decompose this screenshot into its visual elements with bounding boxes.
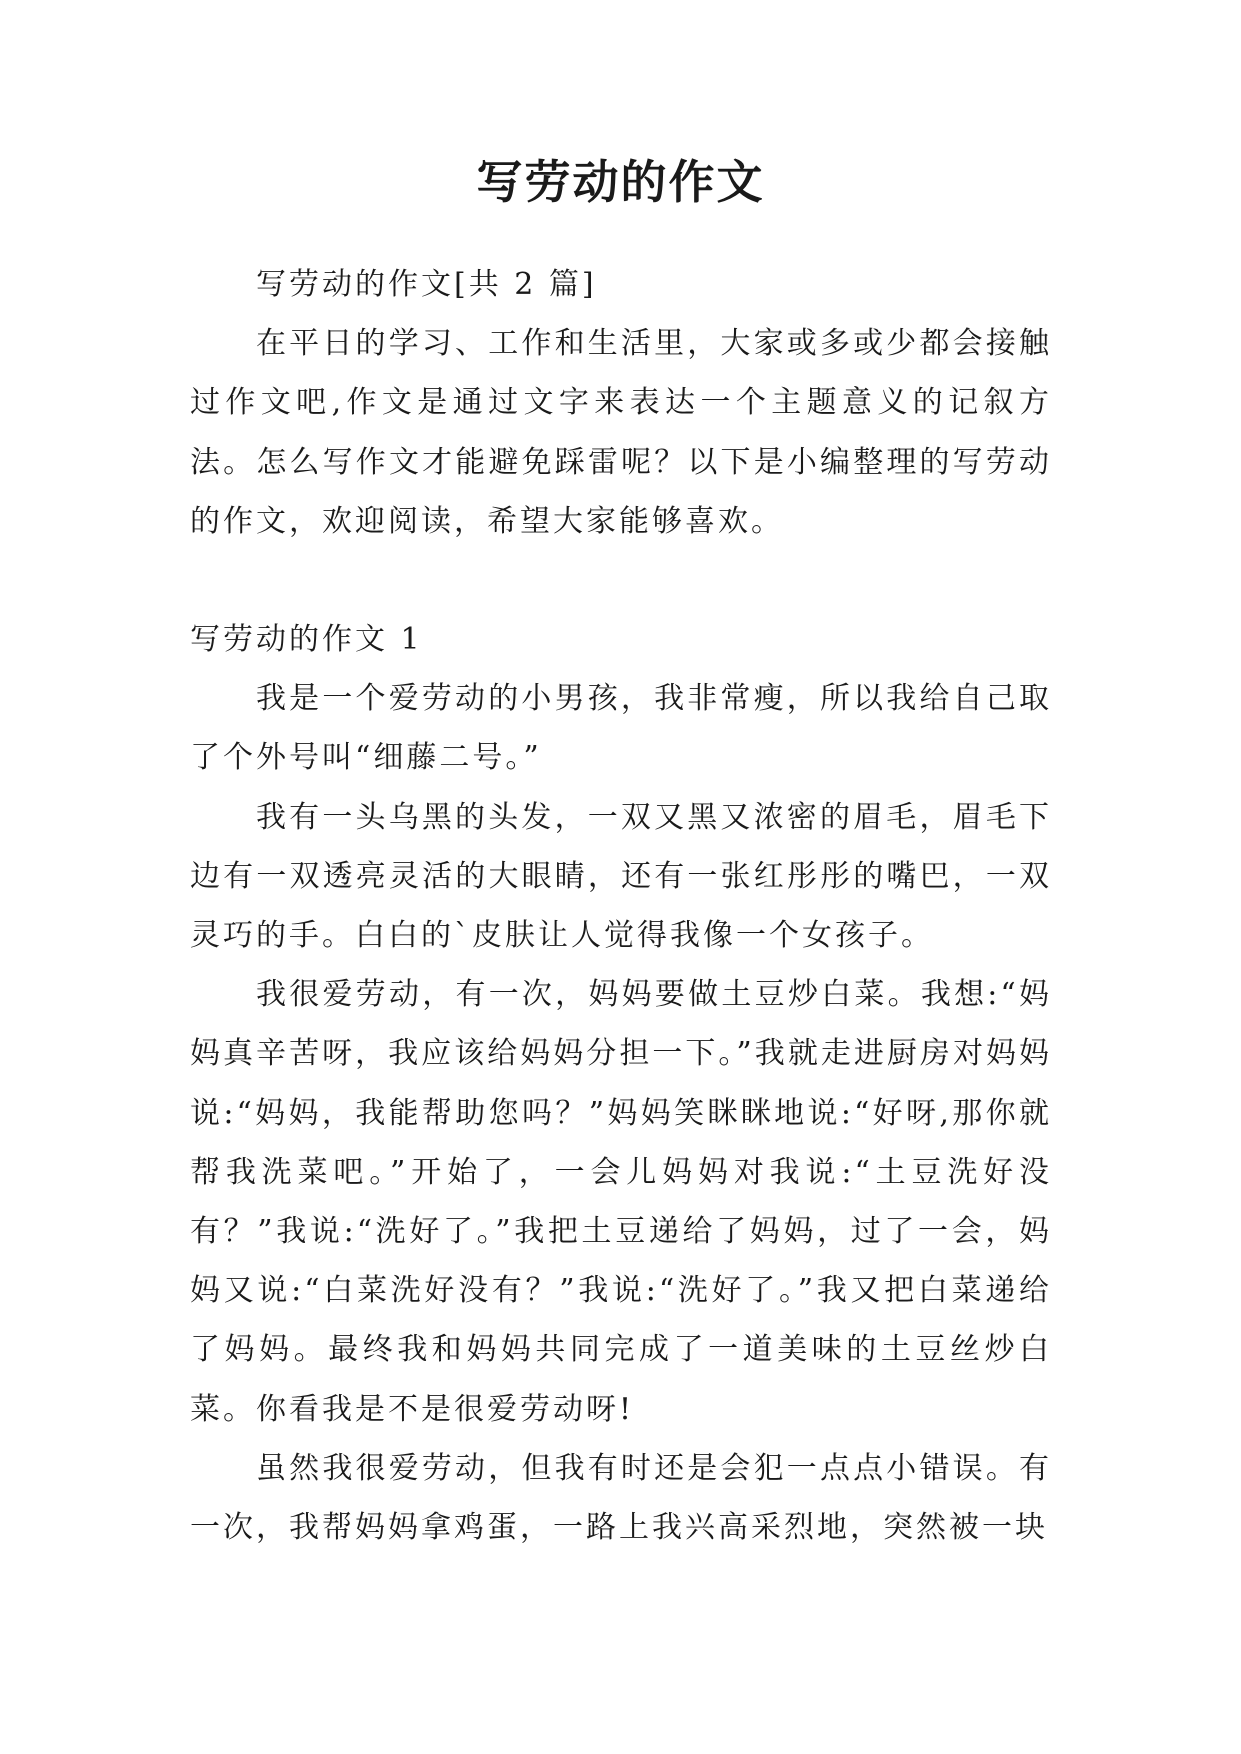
paragraph-intro: 在平日的学习、工作和生活里，大家或多或少都会接触过作文吧,作文是通过文字来表达一个主题意义的记叙方法。怎么写作文才能避免踩雷呢？以下是小编整理的写劳动的作文，欢迎阅读，希望大家能够喜欢。 — [190, 326, 1052, 539]
paragraph: 我有一头乌黑的头发，一双又黑又浓密的眉毛，眉毛下边有一双透亮灵活的大眼睛，还有一张红彤彤的嘴巴，一双灵巧的手。白白的`皮肤让人觉得我像一个女孩子。 — [190, 799, 1052, 954]
document-body — [190, 255, 1052, 1557]
section-heading-1: 写劳动的作文 1 — [190, 622, 423, 658]
document-title: 写劳动的作文 — [476, 155, 765, 209]
paragraph: 我很爱劳动，有一次，妈妈要做土豆炒白菜。我想:“妈妈真辛苦呀，我应该给妈妈分担一下。”我就走进厨房对妈妈说:“妈妈，我能帮助您吗？”妈妈笑眯眯地说:“好呀,那你就帮我洗菜吧。”开始了，一会儿妈妈对我说:“土豆洗好没有？”我说:“洗好了。”我把土豆递给了妈妈，过了一会，妈妈又说:“白菜洗好没有？”我说:“洗好了。”我又把白菜递给了妈妈。最终我和妈妈共同完成了一道美味的土豆丝炒白菜。你看我是不是很爱劳动呀! — [190, 977, 1052, 1427]
paragraph: 虽然我很爱劳动，但我有时还是会犯一点点小错误。有一次，我帮妈妈拿鸡蛋，一路上我兴高采烈地，突然被一块 — [190, 1450, 1052, 1546]
paragraph: 我是一个爱劳动的小男孩，我非常瘦，所以我给自己取了个外号叫“细藤二号。” — [190, 681, 1052, 776]
paragraph-series-heading: 写劳动的作文[共 2 篇] — [256, 267, 597, 302]
